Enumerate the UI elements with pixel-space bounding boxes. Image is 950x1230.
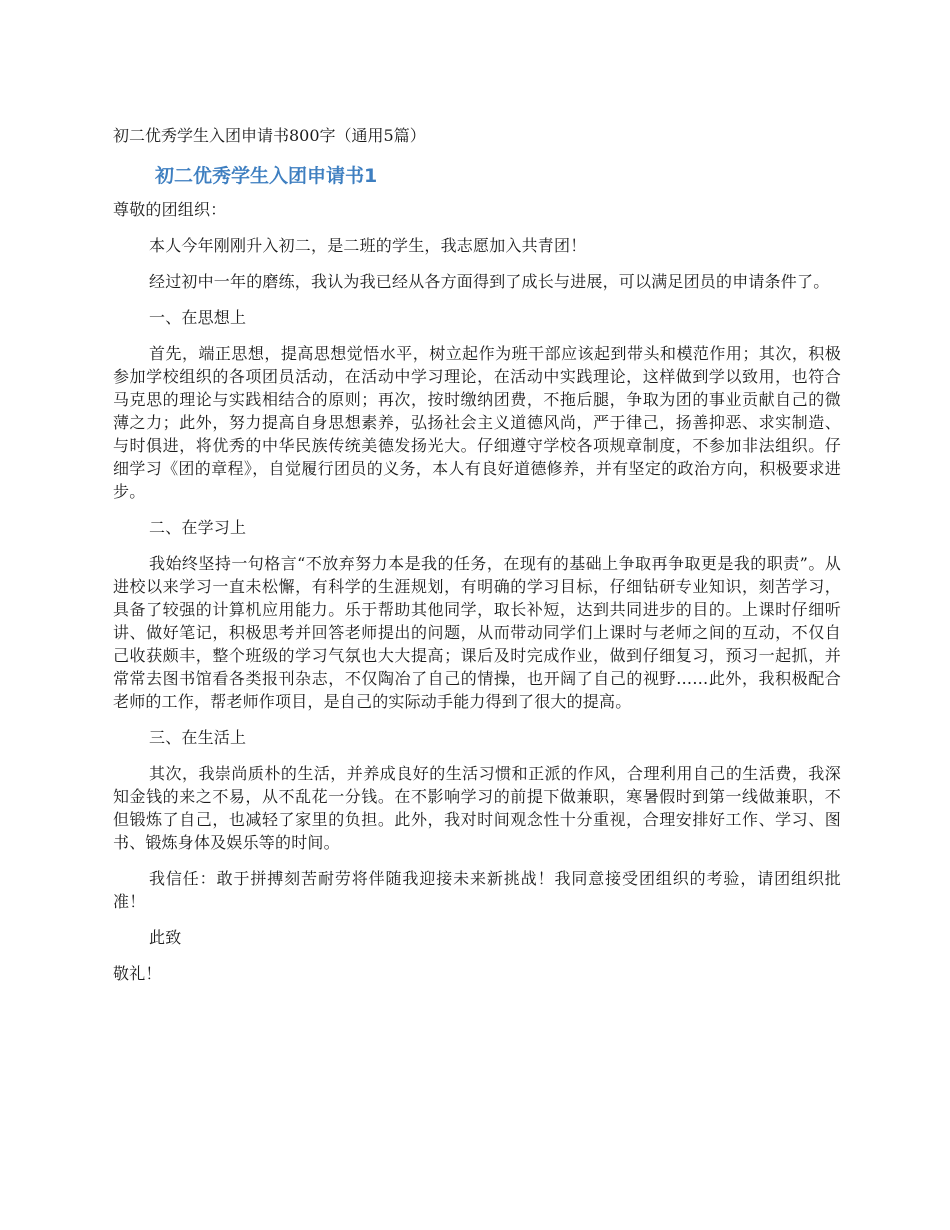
paragraph-growth: 经过初中一年的磨练，我认为我已经从各方面得到了成长与进展，可以满足团员的申请条件了。 (149, 272, 830, 291)
paragraph-life: 其次，我崇尚质朴的生活，并养成良好的生活习惯和正派的作风，合理利用自己的生活费，我深知金钱的来之不易，从不乱花一分钱。在不影响学习的前提下做兼职，寒暑假时到第一线做兼职，不但锻炼了自己，也减轻了家里的负担。此外，我对时间观念性十分重视，合理安排好工作、学习、图书、锻炼身体及娱乐等的时间。 (113, 764, 841, 852)
paragraph-thought: 首先，端正思想，提高思想觉悟水平，树立起作为班干部应该起到带头和模范作用；其次，积极参加学校组织的各项团员活动，在活动中学习理论，在活动中实践理论，这样做到学以致用，也符合马克思的理论与实践相结合的原则；再次，按时缴纳团费，不拖后腿，争取为团的事业贡献自己的微薄之力；此外，努力提高自身思想素养，弘扬社会主义道德风尚，严于律己，扬善抑恶、求实制造、与时俱进，将优秀的中华民族传统美德发扬光大。仔细遵守学校各项规章制度，不参加非法组织。仔细学习《团的章程》，自觉履行团员的义务，本人有良好道德修养，并有坚定的政治方向，积极要求进步。 (113, 344, 841, 501)
paragraph-pledge: 我信任：敢于拼搏刻苦耐劳将伴随我迎接未来新挑战！我同意接受团组织的考验，请团组织批准！ (113, 869, 841, 911)
subheading-life: 三、在生活上 (149, 728, 247, 747)
salutation: 尊敬的团组织： (113, 200, 227, 219)
closing-salute: 敬礼！ (113, 964, 162, 983)
subheading-thought: 一、在思想上 (149, 308, 247, 327)
subheading-study: 二、在学习上 (149, 518, 247, 537)
closing-phrase: 此致 (149, 928, 182, 947)
document-page (113, 124, 841, 998)
paragraph-study: 我始终坚持一句格言“不放弃努力本是我的任务，在现有的基础上争取再争取更是我的职责”。从进校以来学习一直未松懈，有科学的生涯规划，有明确的学习目标，仔细钻研专业知识，刻苦学习，具备了较强的计算机应用能力。乐于帮助其他同学，取长补短，达到共同进步的目的。上课时仔细听讲、做好笔记，积极思考并回答老师提出的问题，从而带动同学们上课时与老师之间的互动，不仅自己收获颇丰，整个班级的学习气氛也大大提高；课后及时完成作业，做到仔细复习，预习一起抓，并常常去图书馆看各类报刊杂志，不仅陶冶了自己的情操，也开阔了自己的视野……此外，我积极配合老师的工作，帮老师作项目，是自己的实际动手能力得到了很大的提高。 (113, 554, 841, 711)
paragraph-intro: 本人今年刚刚升入初二，是二班的学生，我志愿加入共青团！ (149, 236, 587, 255)
section-heading: 初二优秀学生入团申请书1 (155, 165, 378, 187)
document-title: 初二优秀学生入团申请书800字（通用5篇） (113, 126, 426, 145)
